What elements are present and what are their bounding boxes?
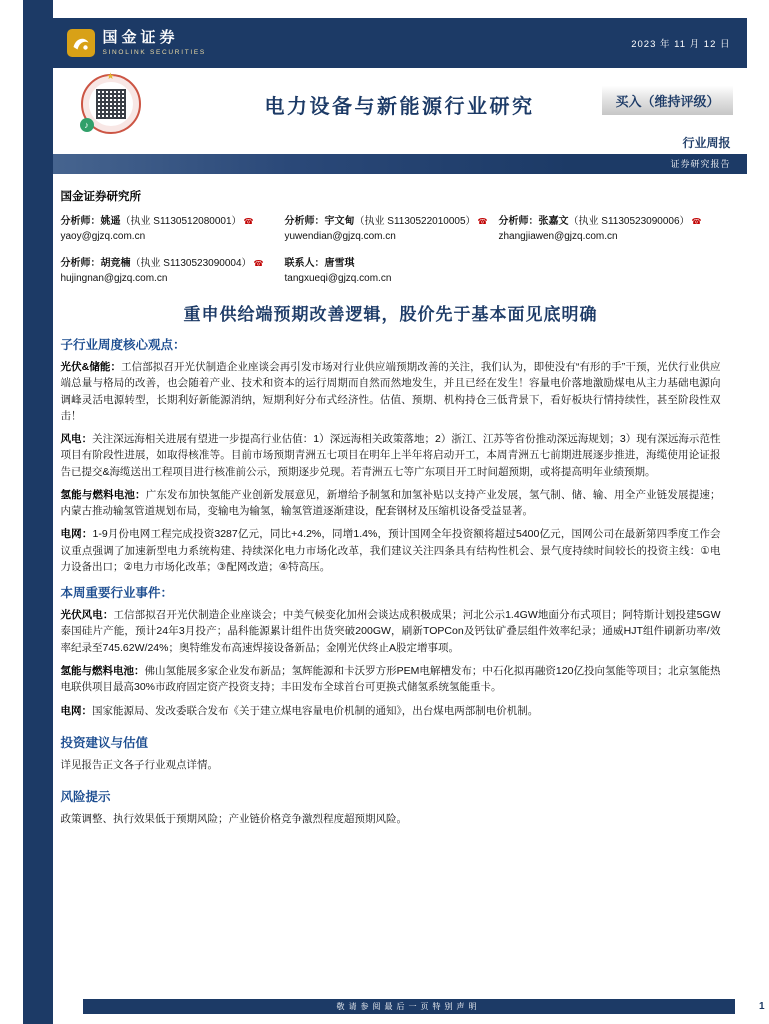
- analyst-role: 联系人：: [284, 258, 325, 269]
- analyst-card: [61, 212, 285, 242]
- report-body: [53, 174, 747, 827]
- phone-icon: ☎: [691, 217, 702, 226]
- analyst-name: 姚遥: [100, 216, 121, 227]
- event-paragraph: [61, 663, 721, 696]
- phone-icon: ☎: [243, 217, 254, 226]
- brand-name: [103, 30, 206, 56]
- music-note-icon: ♪: [80, 118, 94, 132]
- analyst-email[interactable]: yaoy@gjzq.com.cn: [60, 231, 146, 242]
- analyst-line: [285, 212, 499, 227]
- category-band: 证券研究报告: [53, 154, 747, 174]
- paragraph-lead: 电网：: [60, 704, 92, 717]
- analyst-line: [285, 254, 499, 269]
- title-area: [53, 68, 747, 132]
- paragraph-lead: 光伏&储能：: [60, 361, 122, 373]
- analyst-name: 张嘉文: [538, 216, 569, 227]
- left-edge-stripe: [23, 0, 53, 1024]
- event-paragraph: [61, 607, 721, 656]
- core-view-paragraph: [61, 431, 721, 480]
- analyst-email[interactable]: hujingnan@gjzq.com.cn: [60, 273, 168, 284]
- event-paragraph: [61, 703, 721, 719]
- paragraph-text: 广东发布加快氢能产业创新发展意见，新增给予制氢和加氢补贴以支持产业发展，氢气制、储、输、用全产业链发展提速；内蒙古推动输氢管道规划布局，变输电为输氢，输氢管道逐渐建设，配套钢材及压缩机设备受益显著。: [60, 488, 721, 518]
- report-series-title: 电力设备与新能源行业研究: [264, 96, 535, 118]
- institute-name: 国金证券研究所: [60, 191, 141, 203]
- paragraph-lead: 氢能与燃料电池：: [60, 664, 145, 677]
- paragraph-text: 关注深远海相关进展有望进一步提高行业估值：1）深远海相关政策落地；2）浙江、江苏等省份推动深远海规划；3）现有深远海示范性项目有阶段性进展，如取得核准等。目前市场预期青洲五七项目在明年上半年将启动开工，本周青洲五七前期进展逐步推进，海缆使用论证报告已提交&海缆送出工程项目进行核准前公示，预期逐步兑现。若青洲五七等广东项目开工时间超预期，或将提高明年业绩预期。: [60, 433, 721, 478]
- analyst-name: 胡竞楠: [100, 258, 131, 269]
- core-view-paragraph: [61, 526, 721, 575]
- section-heading-risk: 风险提示: [60, 790, 111, 805]
- paragraph-lead: 光伏风电：: [60, 609, 114, 622]
- analyst-line: [499, 212, 721, 227]
- analyst-role: 分析师：: [284, 216, 325, 227]
- advice-text: 详见报告正文各子行业观点详情。: [60, 758, 218, 771]
- paragraph-text: 1-9月份电网工程完成投资3287亿元，同比+4.2%，同增1.4%，预计国网全年投资额将超过5400亿元，国网公司在最新第四季度工作会议重点强调了加速新型电力系统构建、持续深化电力市场化改革，我们建议关注四条具有结构性机会、景气度持续时间较长的投资主线：①电力设备出口；②电力市场化改革；③配网改造；④特高压。: [60, 528, 721, 573]
- phone-icon: ☎: [253, 259, 264, 268]
- paragraph-text: 佛山氢能展多家企业发布新品；氢辉能源和卡沃罗方形PEM电解槽发布；中石化拟再融资120亿投向氢能等项目；北京氢能热电联供项目最高30%市政府固定资产投资支持；丰田发布全球首台可更换式储氢系统氢能重卡。: [60, 664, 721, 694]
- analyst-card: [499, 212, 721, 242]
- qr-code-icon: [96, 89, 126, 119]
- brand-name-en: SINOLINK SECURITIES: [102, 48, 206, 56]
- analyst-email[interactable]: yuwendian@gjzq.com.cn: [284, 231, 396, 242]
- analyst-role: 分析师：: [60, 216, 101, 227]
- analyst-card: [285, 254, 499, 284]
- analyst-email[interactable]: tangxueqi@gjzq.com.cn: [284, 273, 392, 284]
- paragraph-text: 工信部拟召开光伏制造企业座谈会；中美气候变化加州会谈达成积极成果；河北公示1.4GW地面分布式项目；阿特斯计划投建5GW泰国硅片产能，预计24年3月投产；晶科能源累计组件出货突破200GW，刷新TOPCon及钙钛矿叠层组件效率纪录；通威HJT组件刷新功率/效率纪录至745.62W/24%；奥特维发布高速焊接设备新品；金刚光伏终止A股定增事项。: [60, 609, 721, 654]
- analyst-email[interactable]: zhangjiawen@gjzq.com.cn: [498, 231, 618, 242]
- report-date: 2023 年 11 月 12 日: [631, 39, 731, 50]
- analyst-line: [61, 212, 285, 227]
- paragraph-text: 工信部拟召开光伏制造企业座谈会再引发市场对行业供应端预期改善的关注，我们认为，即使没有“有形的手”干预，光伏行业供应端总量与格局的改善，也会随着产业、技术和资本的运行周期而自然而然地发生，并且已经在发生！容量电价落地激励煤电从主力基础电源向调峰灵活电源转型，长期利好新能源消纳，短期利好分布式经济性。估值、预期、机构持仓三低背景下，看好板块行情持续性，甚至阶段性双击！: [60, 361, 721, 422]
- report-type-label: 行业周报: [682, 136, 731, 150]
- analyst-grid: [61, 212, 721, 284]
- page-number: 1: [758, 1001, 765, 1012]
- paragraph-text: 国家能源局、发改委联合发布《关于建立煤电容量电价机制的通知》，出台煤电两部制电价机制。: [92, 704, 539, 717]
- seal-stamp: [81, 71, 141, 134]
- risk-text: 政策调整、执行效果低于预期风险；产业链价格竞争激烈程度超预期风险。: [60, 813, 407, 826]
- analyst-card: [61, 254, 285, 284]
- core-view-paragraph: [61, 359, 721, 424]
- analyst-cert: （执业 S1130522010005）: [354, 216, 476, 227]
- analyst-name: 宇文甸: [324, 216, 355, 227]
- section-heading-advice: 投资建议与估值: [60, 735, 149, 750]
- star-icon: ★: [106, 71, 115, 81]
- analyst-line: [61, 254, 285, 269]
- page-footer: [83, 999, 769, 1014]
- brand-name-cn: 国金证券: [102, 29, 179, 47]
- analyst-role: 分析师：: [60, 258, 101, 269]
- report-page: [23, 0, 765, 1024]
- core-view-paragraph: [61, 487, 721, 520]
- analyst-cert: （执业 S1130523090004）: [130, 258, 252, 269]
- sinolink-logo-icon: [67, 29, 95, 57]
- footer-disclaimer: 敬请参阅最后一页特别声明: [83, 999, 735, 1014]
- rating-badge: 买入（维持评级）: [602, 86, 732, 115]
- report-type-row: [53, 132, 747, 154]
- paragraph-lead: 风电：: [60, 433, 93, 446]
- analyst-cert: （执业 S1130523090006）: [568, 216, 690, 227]
- section-heading-core-views: 子行业周度核心观点：: [60, 338, 186, 352]
- phone-icon: ☎: [477, 217, 488, 226]
- paragraph-lead: 电网：: [60, 528, 93, 541]
- page-title: 重申供给端预期改善逻辑，股价先于基本面见底明确: [183, 305, 598, 324]
- page-content: [53, 0, 765, 1024]
- analyst-cert: （执业 S1130512080001）: [120, 216, 242, 227]
- brand-logo: [67, 29, 206, 57]
- analyst-card: [285, 212, 499, 242]
- header-band: [53, 18, 747, 68]
- analyst-role: 分析师：: [498, 216, 539, 227]
- paragraph-lead: 氢能与燃料电池：: [60, 488, 146, 501]
- analyst-name: 唐雪琪: [324, 258, 355, 269]
- section-heading-events: 本周重要行业事件：: [60, 586, 174, 601]
